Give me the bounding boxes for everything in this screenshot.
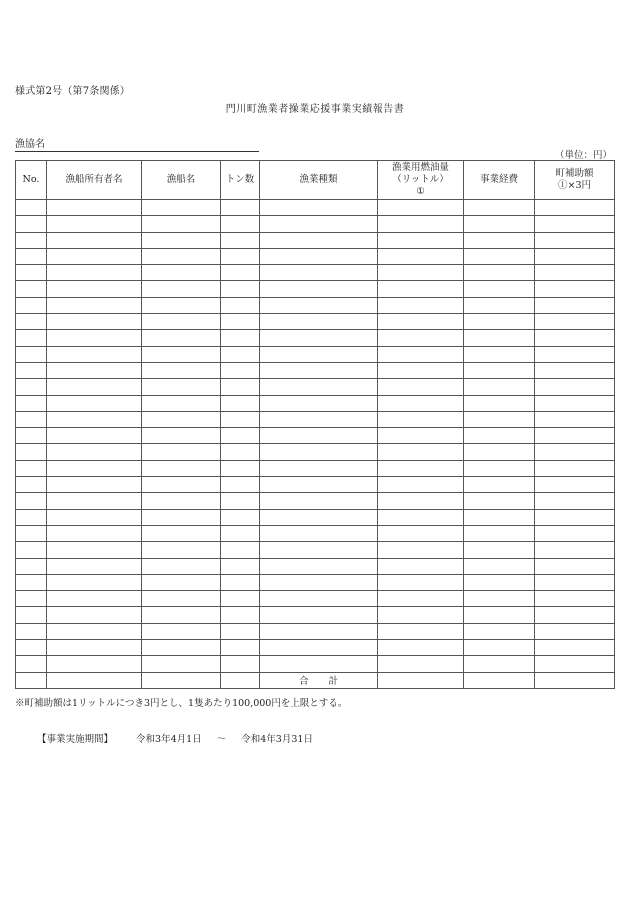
table-cell[interactable] [142, 444, 221, 460]
table-cell[interactable] [535, 460, 615, 476]
table-cell[interactable] [221, 640, 260, 656]
table-cell[interactable] [464, 574, 535, 590]
table-row [16, 362, 615, 378]
table-cell[interactable] [260, 574, 378, 590]
table-cell[interactable] [260, 232, 378, 248]
table-cell[interactable] [535, 444, 615, 460]
table-row [16, 297, 615, 313]
table-cell[interactable] [221, 362, 260, 378]
table-cell[interactable] [47, 574, 142, 590]
table-row [16, 591, 615, 607]
table-cell[interactable] [16, 525, 47, 541]
table-cell[interactable] [47, 379, 142, 395]
table-cell[interactable] [535, 493, 615, 509]
table-cell[interactable] [378, 216, 464, 232]
table-cell[interactable] [378, 542, 464, 558]
col-header-subsidy: 町補助額 ①×3円 [535, 161, 615, 200]
table-cell[interactable] [221, 428, 260, 444]
table-row [16, 574, 615, 590]
table-row [16, 444, 615, 460]
table-cell[interactable] [16, 428, 47, 444]
table-cell[interactable] [260, 362, 378, 378]
table-cell[interactable] [16, 444, 47, 460]
table-cell[interactable] [47, 281, 142, 297]
table-cell[interactable] [378, 444, 464, 460]
table-cell[interactable] [260, 460, 378, 476]
table-cell[interactable] [535, 477, 615, 493]
table-cell[interactable] [47, 265, 142, 281]
table-row [16, 623, 615, 639]
table-cell[interactable] [142, 346, 221, 362]
table-cell[interactable] [47, 525, 142, 541]
table-cell[interactable] [47, 640, 142, 656]
table-cell[interactable] [47, 330, 142, 346]
table-cell[interactable] [16, 346, 47, 362]
table-cell[interactable] [464, 314, 535, 330]
table-row [16, 525, 615, 541]
table-cell[interactable] [535, 362, 615, 378]
table-cell[interactable] [535, 379, 615, 395]
table-row [16, 493, 615, 509]
table-cell[interactable] [16, 460, 47, 476]
table-row [16, 656, 615, 672]
table-row [16, 411, 615, 427]
table-cell[interactable] [47, 395, 142, 411]
col-header-fishery-type: 漁業種類 [260, 161, 378, 200]
period-tilde: ～ [216, 734, 227, 745]
table-cell[interactable] [464, 362, 535, 378]
table-cell[interactable] [16, 362, 47, 378]
table-cell[interactable] [142, 493, 221, 509]
table-cell[interactable] [260, 509, 378, 525]
table-cell[interactable] [378, 379, 464, 395]
table-cell[interactable] [16, 200, 47, 216]
table-cell[interactable] [47, 428, 142, 444]
table-cell[interactable] [535, 623, 615, 639]
table-cell[interactable] [464, 542, 535, 558]
table-cell[interactable] [535, 200, 615, 216]
total-subsidy-cell[interactable] [535, 672, 615, 688]
table-cell[interactable] [221, 216, 260, 232]
table-cell[interactable] [16, 232, 47, 248]
table-cell[interactable] [47, 477, 142, 493]
table-cell[interactable] [464, 428, 535, 444]
table-cell[interactable] [142, 509, 221, 525]
table-cell[interactable] [464, 346, 535, 362]
table-cell[interactable] [142, 574, 221, 590]
table-cell[interactable] [142, 232, 221, 248]
table-cell[interactable] [16, 216, 47, 232]
table-cell[interactable] [378, 460, 464, 476]
table-cell[interactable] [464, 444, 535, 460]
table-cell[interactable] [221, 525, 260, 541]
form-number: 様式第2号（第7条関係） [15, 86, 131, 97]
table-cell[interactable] [378, 314, 464, 330]
table-cell[interactable] [378, 558, 464, 574]
col-header-owner: 漁船所有者名 [47, 161, 142, 200]
table-cell[interactable] [535, 232, 615, 248]
table-cell[interactable] [464, 509, 535, 525]
table-cell[interactable] [221, 444, 260, 460]
col-header-no: No. [16, 161, 47, 200]
table-cell[interactable] [260, 591, 378, 607]
table-cell[interactable] [260, 297, 378, 313]
table-cell[interactable] [260, 200, 378, 216]
table-cell[interactable] [221, 558, 260, 574]
table-cell[interactable] [47, 607, 142, 623]
table-row [16, 232, 615, 248]
table-cell[interactable] [142, 281, 221, 297]
table-row [16, 395, 615, 411]
table-row [16, 346, 615, 362]
table-cell[interactable] [260, 477, 378, 493]
table-cell[interactable] [142, 607, 221, 623]
table-cell[interactable] [535, 314, 615, 330]
table-cell[interactable] [378, 640, 464, 656]
col-header-fuel-amount: 漁業用燃油量 （リットル） ① [378, 161, 464, 200]
table-row [16, 330, 615, 346]
table-cell[interactable] [260, 656, 378, 672]
table-cell[interactable] [221, 623, 260, 639]
table-cell[interactable] [260, 379, 378, 395]
col-header-expenses: 事業経費 [464, 161, 535, 200]
table-cell[interactable] [260, 542, 378, 558]
project-period [37, 731, 313, 745]
table-cell[interactable] [16, 248, 47, 264]
table-cell[interactable] [47, 314, 142, 330]
table-cell[interactable] [221, 542, 260, 558]
table-cell[interactable] [464, 395, 535, 411]
table-cell[interactable] [142, 314, 221, 330]
table-cell[interactable] [47, 411, 142, 427]
table-cell[interactable] [464, 330, 535, 346]
table-cell[interactable] [464, 477, 535, 493]
table-cell[interactable] [378, 525, 464, 541]
table-cell[interactable] [47, 460, 142, 476]
table-cell[interactable] [378, 395, 464, 411]
table-cell[interactable] [260, 216, 378, 232]
table-cell[interactable] [464, 232, 535, 248]
table-cell[interactable] [16, 574, 47, 590]
table-cell[interactable] [535, 509, 615, 525]
table-cell[interactable] [260, 314, 378, 330]
table-row [16, 314, 615, 330]
table-cell[interactable] [378, 574, 464, 590]
unit-note: （単位：円） [554, 150, 612, 161]
table-cell[interactable] [260, 525, 378, 541]
table-cell[interactable] [535, 558, 615, 574]
table-cell[interactable] [260, 265, 378, 281]
table-cell[interactable] [221, 509, 260, 525]
table-cell[interactable] [535, 281, 615, 297]
table-cell[interactable] [378, 623, 464, 639]
table-cell[interactable] [535, 216, 615, 232]
table-cell[interactable] [535, 542, 615, 558]
table-cell[interactable] [464, 558, 535, 574]
table-row [16, 460, 615, 476]
table-row [16, 216, 615, 232]
table-cell[interactable] [16, 330, 47, 346]
report-table [15, 160, 615, 689]
period-start: 令和3年4月1日 [136, 734, 202, 745]
table-cell[interactable] [378, 509, 464, 525]
table-cell[interactable] [16, 477, 47, 493]
table-cell[interactable] [535, 640, 615, 656]
table-cell[interactable] [464, 411, 535, 427]
table-cell[interactable] [378, 362, 464, 378]
table-cell[interactable] [535, 395, 615, 411]
table-row [16, 542, 615, 558]
table-cell[interactable] [535, 607, 615, 623]
table-cell[interactable] [378, 281, 464, 297]
total-expenses-cell[interactable] [464, 672, 535, 688]
table-cell[interactable] [535, 248, 615, 264]
table-cell[interactable] [535, 525, 615, 541]
table-cell[interactable] [464, 607, 535, 623]
table-cell[interactable] [16, 542, 47, 558]
table-cell[interactable] [142, 640, 221, 656]
table-cell[interactable] [464, 297, 535, 313]
table-cell[interactable] [378, 297, 464, 313]
table-cell[interactable] [142, 297, 221, 313]
table-cell[interactable] [142, 411, 221, 427]
table-cell[interactable] [378, 330, 464, 346]
table-cell[interactable] [142, 591, 221, 607]
table-cell[interactable] [221, 330, 260, 346]
table-cell[interactable] [142, 623, 221, 639]
table-cell[interactable] [535, 346, 615, 362]
table-cell[interactable] [142, 428, 221, 444]
table-row [16, 428, 615, 444]
table-cell[interactable] [142, 477, 221, 493]
table-cell[interactable] [47, 623, 142, 639]
table-cell[interactable] [142, 362, 221, 378]
table-cell[interactable] [378, 493, 464, 509]
col-header-tonnage: トン数 [221, 161, 260, 200]
table-cell[interactable] [378, 346, 464, 362]
table-cell[interactable] [464, 493, 535, 509]
table-cell[interactable] [378, 200, 464, 216]
table-cell[interactable] [464, 525, 535, 541]
table-cell[interactable] [378, 607, 464, 623]
table-cell[interactable] [221, 607, 260, 623]
table-cell[interactable] [378, 265, 464, 281]
table-cell[interactable] [378, 411, 464, 427]
table-cell[interactable] [260, 493, 378, 509]
table-cell[interactable] [16, 297, 47, 313]
table-cell[interactable] [47, 200, 142, 216]
table-cell[interactable] [221, 297, 260, 313]
table-cell[interactable] [260, 607, 378, 623]
table-cell[interactable] [221, 232, 260, 248]
table-cell[interactable] [47, 656, 142, 672]
table-cell[interactable] [142, 216, 221, 232]
table-row [16, 607, 615, 623]
table-cell[interactable] [260, 411, 378, 427]
total-fuel-cell[interactable] [378, 672, 464, 688]
table-cell[interactable] [16, 379, 47, 395]
table-cell[interactable] [260, 281, 378, 297]
table-cell[interactable] [47, 346, 142, 362]
table-cell[interactable] [142, 460, 221, 476]
table-cell[interactable] [464, 281, 535, 297]
table-cell[interactable] [535, 330, 615, 346]
table-cell[interactable] [464, 379, 535, 395]
table-row [16, 477, 615, 493]
table-cell[interactable] [464, 656, 535, 672]
table-cell[interactable] [378, 591, 464, 607]
table-cell[interactable] [142, 395, 221, 411]
table-body [16, 200, 615, 689]
table-cell[interactable] [47, 509, 142, 525]
table-cell[interactable] [142, 330, 221, 346]
table-cell[interactable] [260, 248, 378, 264]
table-cell[interactable] [260, 330, 378, 346]
table-row [16, 558, 615, 574]
table-cell[interactable] [221, 281, 260, 297]
table-cell[interactable] [378, 428, 464, 444]
table-cell[interactable] [535, 656, 615, 672]
period-label: 【事業実施期間】 [37, 734, 114, 745]
table-cell[interactable] [260, 623, 378, 639]
table-cell[interactable] [47, 444, 142, 460]
table-cell[interactable] [221, 395, 260, 411]
table-cell[interactable] [378, 248, 464, 264]
table-cell[interactable] [221, 656, 260, 672]
table-cell[interactable] [142, 656, 221, 672]
table-cell[interactable] [464, 460, 535, 476]
fishery-association-field[interactable] [15, 135, 259, 152]
table-cell[interactable] [535, 297, 615, 313]
table-cell[interactable] [464, 640, 535, 656]
table-cell[interactable] [16, 591, 47, 607]
table-cell[interactable] [464, 265, 535, 281]
table-cell[interactable] [464, 248, 535, 264]
table-row [16, 200, 615, 216]
table-cell[interactable] [142, 200, 221, 216]
table-cell[interactable] [16, 607, 47, 623]
table-cell[interactable] [16, 558, 47, 574]
table-cell[interactable] [16, 314, 47, 330]
table-cell[interactable] [142, 558, 221, 574]
table-row [16, 248, 615, 264]
fishery-association-label: 漁協名 [15, 139, 45, 150]
table-cell[interactable] [16, 509, 47, 525]
table-cell[interactable] [464, 591, 535, 607]
table-cell[interactable] [47, 362, 142, 378]
table-cell[interactable] [221, 574, 260, 590]
table-cell[interactable] [535, 411, 615, 427]
table-cell[interactable] [47, 591, 142, 607]
table-cell[interactable] [16, 265, 47, 281]
table-cell[interactable] [378, 656, 464, 672]
total-label: 合 計 [260, 672, 378, 688]
table-cell[interactable] [260, 558, 378, 574]
table-cell[interactable] [535, 574, 615, 590]
document-title: 門川町漁業者操業応援事業実績報告書 [225, 104, 405, 115]
table-cell[interactable] [535, 428, 615, 444]
table-row [16, 281, 615, 297]
table-cell[interactable] [16, 640, 47, 656]
table-cell[interactable] [47, 297, 142, 313]
table-cell[interactable] [142, 265, 221, 281]
table-cell[interactable] [221, 379, 260, 395]
table-cell[interactable] [47, 558, 142, 574]
subsidy-note: ※町補助額は1リットルにつき3円とし、1隻あたり100,000円を上限とする。 [15, 698, 348, 709]
table-cell[interactable] [221, 200, 260, 216]
table-row [16, 640, 615, 656]
table-cell[interactable] [16, 623, 47, 639]
table-cell[interactable] [47, 542, 142, 558]
table-cell[interactable] [221, 346, 260, 362]
total-row [16, 672, 615, 688]
table-cell[interactable] [260, 444, 378, 460]
table-cell[interactable] [47, 493, 142, 509]
table-cell[interactable] [260, 395, 378, 411]
table-row [16, 265, 615, 281]
table-cell[interactable] [464, 623, 535, 639]
table-row [16, 509, 615, 525]
table-cell[interactable] [47, 232, 142, 248]
table-cell[interactable] [378, 477, 464, 493]
table-cell[interactable] [142, 379, 221, 395]
table-header-row [16, 161, 615, 200]
period-end: 令和4年3月31日 [241, 734, 313, 745]
table-cell[interactable] [16, 656, 47, 672]
table-cell[interactable] [221, 460, 260, 476]
table-cell[interactable] [16, 281, 47, 297]
table-cell[interactable] [535, 591, 615, 607]
table-cell[interactable] [464, 200, 535, 216]
table-cell[interactable] [16, 411, 47, 427]
table-cell[interactable] [142, 248, 221, 264]
col-header-vessel: 漁船名 [142, 161, 221, 200]
table-cell[interactable] [378, 232, 464, 248]
table-row [16, 379, 615, 395]
table-cell[interactable] [142, 542, 221, 558]
table-cell[interactable] [47, 248, 142, 264]
table-cell[interactable] [260, 346, 378, 362]
table-cell[interactable] [221, 411, 260, 427]
table-cell[interactable] [221, 248, 260, 264]
table-cell[interactable] [464, 216, 535, 232]
table-cell[interactable] [260, 428, 378, 444]
table-cell[interactable] [221, 265, 260, 281]
table-cell[interactable] [47, 216, 142, 232]
table-cell[interactable] [16, 395, 47, 411]
table-cell[interactable] [221, 477, 260, 493]
table-cell[interactable] [221, 314, 260, 330]
table-cell[interactable] [221, 493, 260, 509]
table-cell[interactable] [221, 591, 260, 607]
table-cell[interactable] [16, 493, 47, 509]
table-cell[interactable] [142, 525, 221, 541]
table-cell[interactable] [260, 640, 378, 656]
table-cell[interactable] [535, 265, 615, 281]
